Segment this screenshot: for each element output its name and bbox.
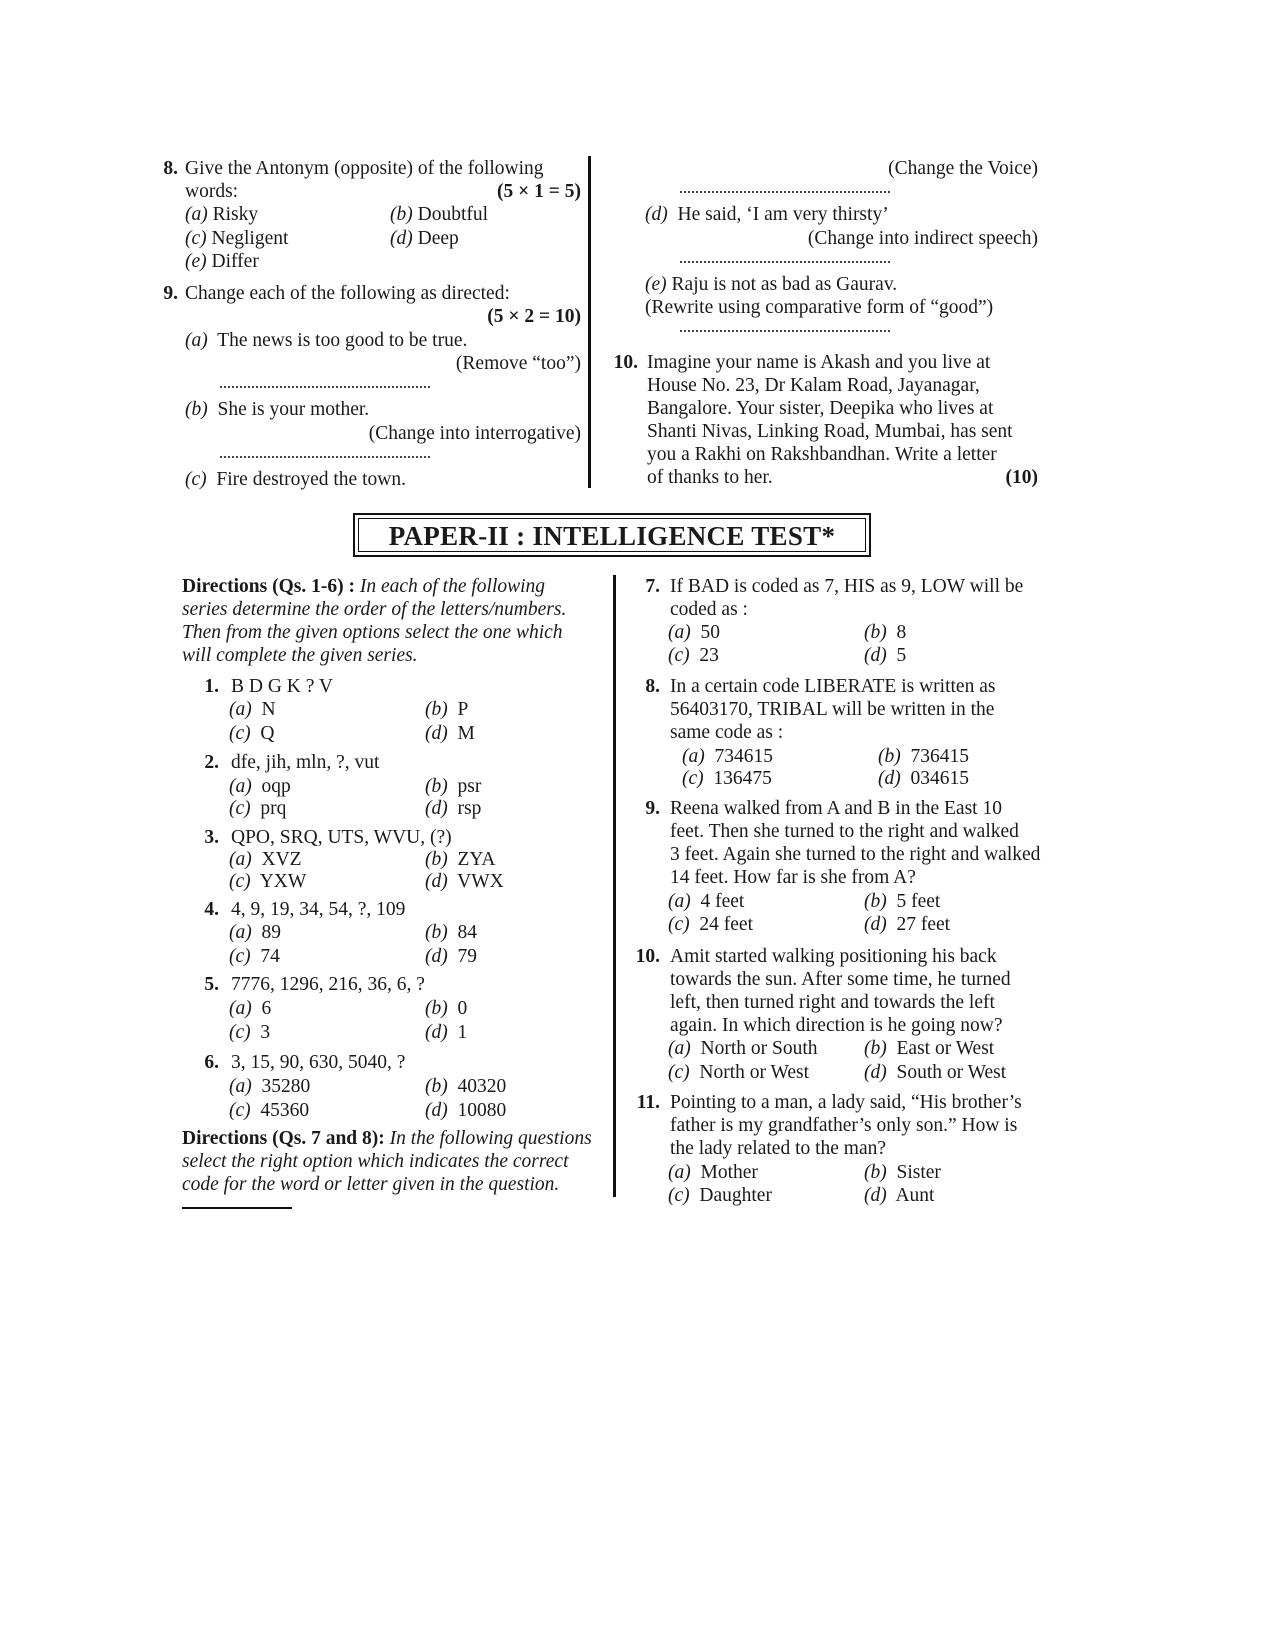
sub-question-text: Fire destroyed the town. [216, 469, 406, 490]
option-label: (d) [864, 645, 887, 666]
option-label: (a) [229, 998, 252, 1019]
option-label: (b) [425, 998, 448, 1019]
option [668, 1184, 772, 1207]
option-label: (c) [229, 871, 251, 892]
text-line: of thanks to her. [647, 467, 773, 488]
instruction: (Change into indirect speech) [807, 228, 1038, 249]
question-number: 10. [613, 352, 638, 373]
text-line: 3 feet. Again she turned to the right and walked [670, 844, 1041, 865]
option-label: (b) [878, 746, 901, 767]
answer-line [220, 456, 430, 458]
option-text: P [457, 699, 469, 720]
sub-question [645, 273, 897, 296]
option-label: (d) [425, 1100, 448, 1121]
question-number: 4. [204, 899, 219, 920]
option [185, 227, 288, 250]
sub-question-text: She is your mother. [217, 399, 370, 420]
question-text: 7776, 1296, 216, 36, 6, ? [231, 974, 425, 995]
paper-title-box [353, 513, 871, 557]
sub-question-text: He said, ‘I am very thirsty’ [677, 204, 889, 225]
paper-title: PAPER-II : INTELLIGENCE TEST* [388, 521, 836, 551]
option-text: 034615 [910, 768, 969, 789]
option-text: 40320 [457, 1076, 507, 1097]
option [668, 1061, 809, 1084]
text-line: Amit started walking positioning his back [670, 946, 997, 967]
option-label: (c) [668, 1062, 690, 1083]
option [864, 644, 906, 667]
option-label: (c) [682, 768, 704, 789]
option-text: 3 [260, 1022, 271, 1043]
question-number: 2. [204, 752, 219, 773]
text-line: you a Rakhi on Rakshbandhan. Write a letter [647, 444, 997, 465]
option [425, 775, 481, 798]
option-text: 8 [896, 622, 907, 643]
option-text: 89 [261, 922, 281, 943]
option-text: 74 [260, 946, 280, 967]
option-label: (a) [668, 1162, 691, 1183]
question-text [670, 1091, 1048, 1160]
text-line: code for the word or letter given in the question. [182, 1174, 560, 1195]
text-line: 56403170, TRIBAL will be written in the [670, 699, 995, 720]
option-label: (a) [229, 776, 252, 797]
option-label: (a) [185, 204, 208, 225]
option-text: Deep [417, 228, 459, 249]
question-number: 6. [204, 1052, 219, 1073]
option-label: (a) [229, 849, 252, 870]
option-label: (d) [425, 798, 448, 819]
instruction: (Rewrite using comparative form of “good”) [645, 297, 994, 318]
option-text: psr [457, 776, 482, 797]
option [425, 848, 495, 871]
option-label: (b) [425, 849, 448, 870]
answer-line [680, 261, 890, 263]
option-text: Daughter [699, 1185, 772, 1206]
option-label: (b) [864, 1038, 887, 1059]
option-label: (b) [185, 399, 208, 420]
footnote-rule [182, 1207, 292, 1209]
option-text: 23 [699, 645, 719, 666]
option-text: 27 feet [896, 914, 951, 935]
option-label: (d) [878, 768, 901, 789]
option-label: (d) [864, 914, 887, 935]
option-text: 35280 [261, 1076, 311, 1097]
text-line: the lady related to the man? [670, 1138, 887, 1159]
directions-lead: Directions (Qs. 7 and 8): [182, 1128, 385, 1149]
option-label: (b) [864, 1162, 887, 1183]
option [229, 945, 280, 968]
option-label: (d) [645, 204, 668, 225]
marks: (5 × 2 = 10) [487, 306, 581, 327]
option-text: 50 [700, 622, 720, 643]
option [682, 767, 772, 790]
option-text: North or West [699, 1062, 810, 1083]
question-number: 9. [645, 798, 660, 819]
instruction: (Remove “too”) [455, 353, 581, 374]
question-number: 9. [163, 283, 178, 304]
option-label: (d) [864, 1062, 887, 1083]
option-label: (b) [390, 204, 413, 225]
question-text: B D G K ? V [231, 676, 334, 697]
text-line: series determine the order of the letters/numbers. [182, 599, 567, 620]
text-line: In each of the following [359, 576, 546, 597]
option [229, 997, 271, 1020]
question-text [670, 945, 1048, 1037]
option-label: (c) [229, 1100, 251, 1121]
text-line: coded as : [670, 599, 748, 620]
option-label: (b) [425, 699, 448, 720]
text-line: select the right option which indicates the correct [182, 1151, 569, 1172]
sub-question [645, 203, 889, 226]
directions [182, 575, 605, 667]
option [185, 250, 259, 273]
option-label: (b) [425, 1076, 448, 1097]
question-number: 5. [204, 974, 219, 995]
option-label: (c) [185, 228, 207, 249]
option-label: (c) [668, 1185, 690, 1206]
option [668, 644, 719, 667]
option-text: 24 feet [699, 914, 754, 935]
question-text: QPO, SRQ, UTS, WVU, (?) [231, 827, 452, 848]
sub-question-text: The news is too good to be true. [217, 330, 468, 351]
option-label: (e) [185, 251, 207, 272]
option-text: 4 feet [700, 891, 745, 912]
sub-question [185, 468, 406, 491]
option-text: N [261, 699, 276, 720]
option-text: Doubtful [417, 204, 489, 225]
option-label: (a) [229, 1076, 252, 1097]
option-text: 0 [457, 998, 468, 1019]
option-text: 6 [261, 998, 272, 1019]
option-text: Differ [211, 251, 259, 272]
text-line: father is my grandfather’s only son.” How is [670, 1115, 1018, 1136]
option-label: (a) [668, 891, 691, 912]
option [229, 1075, 310, 1098]
option-text: Negligent [211, 228, 289, 249]
option-text: 736415 [910, 746, 969, 767]
question-number: 8. [645, 676, 660, 697]
question-number: 7. [645, 576, 660, 597]
text-line: Then from the given options select the one which [182, 622, 563, 643]
option-text: 5 feet [896, 891, 941, 912]
column-divider [588, 156, 591, 488]
option [425, 921, 477, 944]
option [668, 1037, 818, 1060]
option-label: (a) [185, 330, 208, 351]
text-line: In a certain code LIBERATE is written as [670, 676, 996, 697]
option [229, 921, 281, 944]
option [425, 698, 468, 721]
option-label: (e) [645, 274, 667, 295]
option-label: (c) [229, 946, 251, 967]
option-text: YXW [259, 871, 307, 892]
option-text: Risky [212, 204, 259, 225]
option-text: 84 [457, 922, 477, 943]
text-line: Reena walked from A and B in the East 10 [670, 798, 1002, 819]
option [425, 1075, 506, 1098]
sub-question [185, 398, 369, 421]
column-divider [613, 575, 616, 1197]
option [229, 722, 275, 745]
option-label: (c) [229, 723, 251, 744]
option-text: Mother [700, 1162, 758, 1183]
option-label: (d) [390, 228, 413, 249]
option [864, 913, 950, 936]
option-text: ZYA [457, 849, 496, 870]
option-text: East or West [896, 1038, 995, 1059]
option-text: 5 [896, 645, 907, 666]
option [878, 745, 969, 768]
text-line: feet. Then she turned to the right and walked [670, 821, 1019, 842]
directions-lead: Directions (Qs. 1-6) : [182, 576, 355, 597]
option-text: Aunt [895, 1185, 935, 1206]
option [425, 797, 481, 820]
option [668, 913, 753, 936]
text-line: If BAD is coded as 7, HIS as 9, LOW will be [670, 576, 1024, 597]
option [390, 227, 459, 250]
text-line: Shanti Nivas, Linking Road, Mumbai, has sent [647, 421, 1013, 442]
option-label: (c) [229, 798, 251, 819]
option-text: M [457, 723, 475, 744]
option-label: (b) [425, 922, 448, 943]
option-text: North or South [700, 1038, 818, 1059]
option [425, 722, 475, 745]
option [864, 621, 906, 644]
question-text [670, 797, 1048, 889]
question-text: dfe, jih, mln, ?, vut [231, 752, 380, 773]
sub-question [185, 329, 467, 352]
option [425, 945, 477, 968]
text-line: In the following questions [389, 1128, 592, 1149]
option [878, 767, 969, 790]
option-label: (d) [864, 1185, 887, 1206]
option-label: (a) [668, 622, 691, 643]
text-line: again. In which direction is he going now? [670, 1015, 1003, 1036]
question-number: 8. [163, 158, 178, 179]
option [390, 203, 488, 226]
option-label: (d) [425, 1022, 448, 1043]
option-label: (c) [668, 645, 690, 666]
option [425, 1099, 506, 1122]
option-text: rsp [457, 798, 482, 819]
answer-line [220, 386, 430, 388]
option-label: (d) [425, 723, 448, 744]
text-line: Bangalore. Your sister, Deepika who lives at [647, 398, 994, 419]
option-text: 1 [457, 1022, 468, 1043]
answer-line [680, 330, 890, 332]
answer-line [680, 191, 890, 193]
option-label: (a) [229, 922, 252, 943]
option [668, 890, 744, 913]
option [229, 698, 276, 721]
option-text: 10080 [457, 1100, 507, 1121]
question-number: 11. [636, 1092, 660, 1113]
option-label: (d) [425, 946, 448, 967]
question-number: 1. [204, 676, 219, 697]
option-label: (c) [185, 469, 207, 490]
text-line: will complete the given series. [182, 645, 418, 666]
option-text: Q [260, 723, 275, 744]
directions [182, 1127, 605, 1196]
text-line: towards the sun. After some time, he turned [670, 969, 1011, 990]
option-label: (a) [668, 1038, 691, 1059]
option [229, 775, 291, 798]
option-text: oqp [261, 776, 291, 797]
option [229, 797, 286, 820]
question-text [670, 675, 1048, 744]
question-text [670, 575, 1048, 621]
text-line: Imagine your name is Akash and you live at [647, 352, 991, 373]
text-line: 14 feet. How far is she from A? [670, 867, 916, 888]
option [682, 745, 773, 768]
option-text: 734615 [714, 746, 773, 767]
option-text: 79 [457, 946, 477, 967]
option [229, 1099, 309, 1122]
option [425, 997, 467, 1020]
question-text: 4, 9, 19, 34, 54, ?, 109 [231, 899, 406, 920]
instruction: (Change into interrogative) [368, 423, 581, 444]
option-label: (c) [229, 1022, 251, 1043]
sub-question-text: Raju is not as bad as Gaurav. [671, 274, 898, 295]
option-text: Sister [896, 1162, 941, 1183]
question-text: 3, 15, 90, 630, 5040, ? [231, 1052, 406, 1073]
question-text: Give the Antonym (opposite) of the following [185, 158, 544, 179]
option [668, 621, 720, 644]
question-number: 10. [635, 946, 660, 967]
option-label: (b) [864, 622, 887, 643]
option-label: (c) [668, 914, 690, 935]
option [229, 848, 302, 871]
option-label: (a) [229, 699, 252, 720]
option [229, 1021, 270, 1044]
instruction: (Change the Voice) [888, 158, 1038, 179]
option [864, 1161, 941, 1184]
option [864, 1037, 994, 1060]
option-text: 45360 [260, 1100, 310, 1121]
question-text: words: [185, 181, 239, 202]
text-line: House No. 23, Dr Kalam Road, Jayanagar, [647, 375, 980, 396]
option-label: (b) [864, 891, 887, 912]
text-line: same code as : [670, 722, 784, 743]
option-text: VWX [457, 871, 504, 892]
option [864, 890, 940, 913]
option [668, 1161, 758, 1184]
option [864, 1061, 1006, 1084]
option [864, 1184, 934, 1207]
option [185, 203, 258, 226]
marks: (10) [1005, 467, 1038, 488]
option-label: (a) [682, 746, 705, 767]
option [425, 870, 504, 893]
option-label: (b) [425, 776, 448, 797]
option-text: South or West [896, 1062, 1007, 1083]
option [229, 870, 306, 893]
option-text: 136475 [713, 768, 772, 789]
marks: (5 × 1 = 5) [497, 181, 581, 202]
text-line: left, then turned right and towards the left [670, 992, 995, 1013]
option-label: (d) [425, 871, 448, 892]
question-text: Change each of the following as directed: [185, 283, 510, 304]
option-text: prq [260, 798, 287, 819]
text-line: Pointing to a man, a lady said, “His brother’s [670, 1092, 1022, 1113]
option-text: XVZ [261, 849, 302, 870]
option [425, 1021, 467, 1044]
question-number: 3. [204, 827, 219, 848]
